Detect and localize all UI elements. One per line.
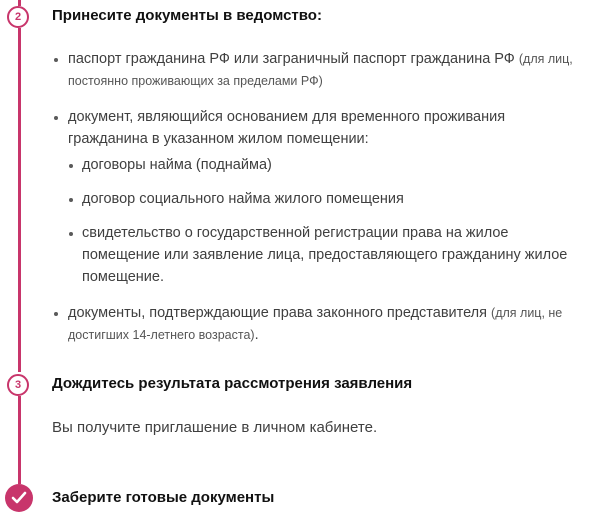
timeline-line-2-3 (18, 28, 21, 372)
document-item-representative-text: документы, подтверждающие права законного представителя (68, 305, 492, 321)
document-item-representative-note: (для лиц, не достигших 14-летнего возраста) (68, 306, 563, 342)
document-item-residence-basis-text: документ, являющийся основанием для временного проживания гражданина в указанном жилом помещении: (68, 109, 506, 147)
document-item-representative-suffix: . (254, 327, 259, 343)
checkmark-icon (11, 491, 27, 505)
step-2-number: 2 (7, 6, 29, 28)
document-item-representative (52, 302, 582, 346)
residence-basis-sublist (68, 154, 582, 288)
document-item-passport (52, 48, 582, 92)
step-4-title: Заберите готовые документы (52, 489, 275, 506)
step-3-number: 3 (7, 374, 29, 396)
step-3-text: Вы получите приглашение в личном кабинете. (52, 419, 378, 436)
step-3-title: Дождитесь результата рассмотрения заявления (52, 375, 413, 392)
sub-item-ownership-certificate: свидетельство о государственной регистрации права на жилое помещение или заявление лица, предоставляющего гражданину жилое помещение. (68, 222, 582, 288)
sub-item-rent-contract: договоры найма (поднайма) (68, 154, 582, 176)
document-item-passport-note: (для лиц, постоянно проживающих за пределами РФ) (68, 52, 573, 88)
sub-item-social-rent-contract: договор социального найма жилого помещения (68, 188, 582, 210)
documents-list (52, 48, 582, 346)
step-2-title: Принесите документы в ведомство: (52, 7, 322, 24)
timeline-line-3-4 (18, 396, 21, 484)
document-item-passport-text: паспорт гражданина РФ или заграничный паспорт гражданина РФ (68, 51, 519, 67)
step-4-done-marker (5, 484, 33, 512)
document-item-residence-basis (52, 106, 582, 288)
